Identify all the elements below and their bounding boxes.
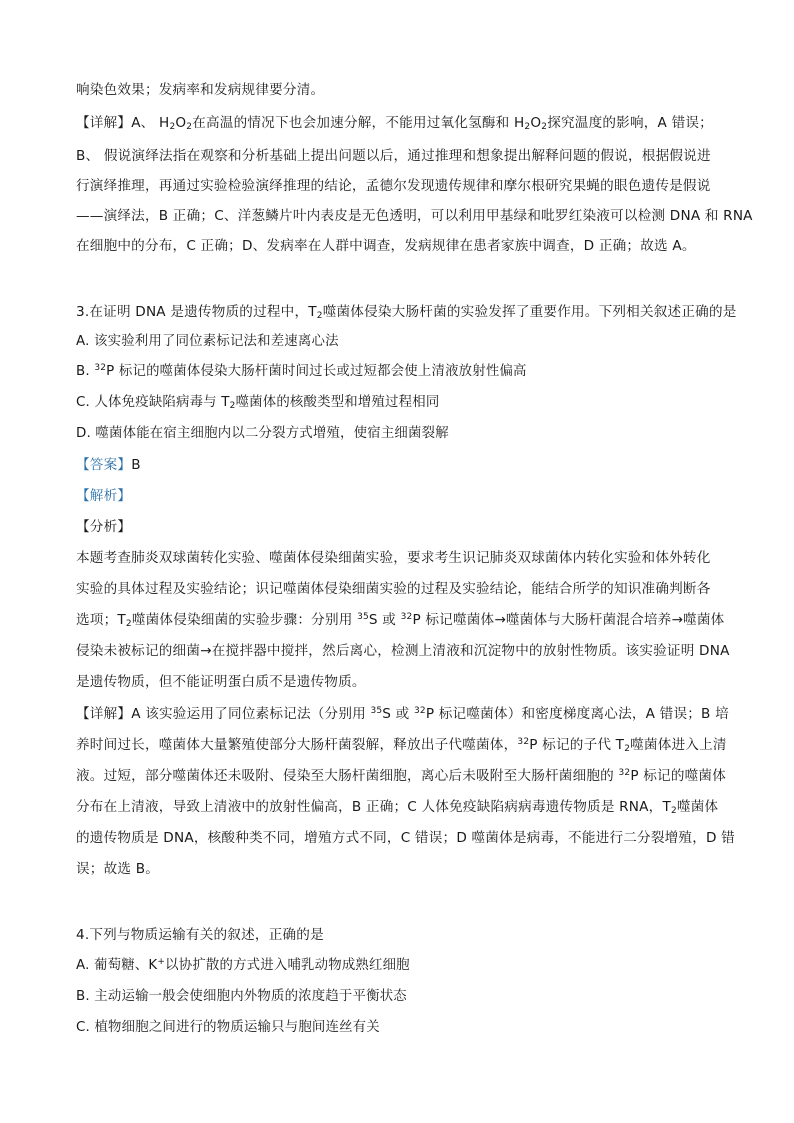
text-run: 本题考查肺炎双球菌转化实验、噬菌体侵染细菌实验，要求考生识记肺炎双球菌体内转化实验和体外转化 — [76, 550, 711, 566]
q2-text-line-4 — [76, 176, 711, 196]
subscript: 2 — [186, 122, 193, 132]
text-run: 噬菌体进入上清 — [630, 737, 727, 753]
q2-text-line-5 — [76, 206, 753, 226]
text-run: B、 假说演绎法指在观察和分析基础上提出问题以后，通过推理和想象提出解释问题的假说，根据假说进 — [76, 148, 711, 164]
text-run: A 该实验运用了同位素标记法（分别用 — [131, 706, 371, 722]
text-run: 响染色效果；发病率和发病规律要分清。 — [76, 82, 325, 98]
text-run: O — [530, 115, 542, 131]
subscript: 2 — [125, 619, 132, 629]
text-run: 噬菌体侵染细菌的实验步骤：分别用 — [131, 612, 358, 628]
text-run: 液。过短，部分噬菌体还未吸附、侵染至大肠杆菌细胞，离心后未吸附至大肠杆菌细胞的 — [76, 768, 619, 784]
answer-value: B — [131, 457, 141, 473]
answer-label: 【答案】 — [76, 457, 132, 473]
text-run: 在高温的情况下也会加速分解，不能用过氧化氢酶和 H — [192, 115, 525, 131]
text-run: 探究温度的影响，A 错误； — [547, 115, 713, 131]
text-run: A. 该实验利用了同位素标记法和差速离心法 — [76, 334, 339, 349]
text-run: 实验的具体过程及实验结论；识记噬菌体侵染细菌实验的过程及实验结论，能结合所学的知识准确判断各 — [76, 581, 711, 597]
q3-analysis-line-5 — [76, 672, 366, 692]
text-run: 的遗传物质是 DNA，核酸种类不同，增殖方式不同，C 错误；D 噬菌体是病毒，不能进行二分裂增殖，D 错 — [76, 830, 735, 846]
text-run: 在细胞中的分布，C 正确；D、发病率在人群中调查，发病规律在患者家族中调查，D 正确；故选 A。 — [76, 238, 696, 254]
text-run: B. — [76, 364, 95, 379]
q3-detail-line-1 — [76, 704, 729, 724]
detail-label: 【详解】 — [76, 115, 132, 131]
text-run: 养时间过长，噬菌体大量繁殖使部分大肠杆菌裂解，释放出子代噬菌体， — [76, 737, 518, 753]
q2-text-line-1 — [76, 80, 324, 100]
text-run: O — [175, 115, 187, 131]
q3-analysis-line-4 — [76, 641, 730, 661]
subscript: 2 — [541, 122, 548, 132]
q3-analysis-line-1 — [76, 548, 711, 568]
subscript: 2 — [624, 744, 631, 754]
text-run: P 标记噬菌体→噬菌体与大肠杆菌混合培养→噬菌体 — [412, 612, 725, 628]
text-run: 选项；T — [76, 612, 126, 628]
q4-stem — [76, 925, 324, 945]
superscript: 32 — [413, 706, 426, 716]
q3-detail-line-5 — [76, 828, 735, 848]
text-run: 噬菌体 — [676, 799, 719, 815]
subscript: 2 — [316, 311, 323, 321]
superscript: + — [157, 957, 166, 967]
q3-detail-line-6 — [76, 859, 159, 879]
q4-option-b — [76, 987, 407, 1007]
text-run: 噬菌体侵染大肠杆菌的实验发挥了重要作用。下列相关叙述正确的是 — [322, 304, 737, 320]
subscript: 2 — [169, 122, 176, 132]
text-run: 以协扩散的方式进入哺乳动物成熟红细胞 — [165, 958, 410, 973]
text-run: 【解析】 — [76, 488, 132, 504]
superscript: 35 — [357, 612, 369, 622]
q2-detail-line — [76, 113, 713, 133]
superscript: 32 — [400, 612, 413, 622]
q2-text-line-3 — [76, 146, 711, 166]
subscript: 2 — [670, 806, 677, 816]
q4-option-c — [76, 1018, 380, 1038]
subscript: 2 — [229, 401, 236, 411]
text-run: C. 人体免疫缺陷病毒与 T — [76, 395, 230, 410]
q4-option-a — [76, 956, 410, 976]
text-run: P 标记噬菌体）和密度梯度离心法，A 错误；B 培 — [425, 706, 729, 722]
q3-analysis-line-3 — [76, 610, 724, 630]
text-run: 侵染未被标记的细菌→在搅拌器中搅拌，然后离心，检测上清液和沉淀物中的放射性物质。该实验证明 DNA — [76, 643, 730, 659]
text-run: 4.下列与物质运输有关的叙述，正确的是 — [76, 927, 324, 943]
text-run: 【分析】 — [76, 519, 132, 535]
text-run: P 标记的子代 T — [529, 737, 625, 753]
q3-stem — [76, 302, 737, 322]
text-run: 误；故选 B。 — [76, 861, 160, 877]
text-run: A. 葡萄糖、K — [76, 958, 158, 973]
text-run: ——演绎法，B 正确；C、洋葱鳞片叶内表皮是无色透明，可以利用甲基绿和吡罗红染液可以检测 DNA 和 RNA — [76, 208, 753, 224]
text-run: A、 H — [131, 115, 170, 131]
q2-text-line-6 — [76, 236, 696, 256]
text-run: B. 主动运输一般会使细胞内外物质的浓度趋于平衡状态 — [76, 989, 407, 1004]
q3-option-d — [76, 424, 449, 444]
text-run: C. 植物细胞之间进行的物质运输只与胞间连丝有关 — [76, 1020, 380, 1035]
text-run: 是遗传物质，但不能证明蛋白质不是遗传物质。 — [76, 674, 366, 690]
q3-option-c — [76, 393, 439, 413]
q3-analysis-heading — [76, 486, 131, 506]
q3-option-a — [76, 332, 339, 352]
text-run: P 标记的噬菌体 — [630, 768, 727, 784]
q3-option-b — [76, 362, 527, 382]
text-run: 行演绎推理，再通过实验检验演绎推理的结论，孟德尔发现遗传规律和摩尔根研究果蝇的眼色遗传是假说 — [76, 178, 711, 194]
superscript: 32 — [618, 768, 631, 778]
q3-analysis-line-2 — [76, 579, 711, 599]
q3-fenxi-heading — [76, 517, 131, 537]
text-run: 噬菌体的核酸类型和增殖过程相同 — [235, 395, 440, 410]
q3-detail-line-4 — [76, 797, 718, 817]
q3-detail-line-3 — [76, 766, 726, 786]
superscript: 32 — [94, 363, 107, 373]
text-run: 分布在上清液，导致上清液中的放射性偏高，B 正确；C 人体免疫缺陷病病毒遗传物质是 RNA，T — [76, 799, 671, 815]
text-run: P 标记的噬菌体侵染大肠杆菌时间过长或过短都会使上清液放射性偏高 — [106, 364, 527, 379]
text-run: 【详解】 — [76, 706, 132, 722]
superscript: 35 — [370, 706, 383, 716]
q3-answer-line — [76, 455, 141, 475]
text-run: 3.在证明 DNA 是遗传物质的过程中，T — [76, 304, 317, 320]
subscript: 2 — [524, 122, 531, 132]
text-run: S 或 — [368, 612, 401, 628]
q3-detail-line-2 — [76, 735, 727, 755]
text-run: S 或 — [382, 706, 414, 722]
text-run: D. 噬菌体能在宿主细胞内以二分裂方式增殖，使宿主细菌裂解 — [76, 426, 449, 441]
superscript: 32 — [517, 737, 530, 747]
